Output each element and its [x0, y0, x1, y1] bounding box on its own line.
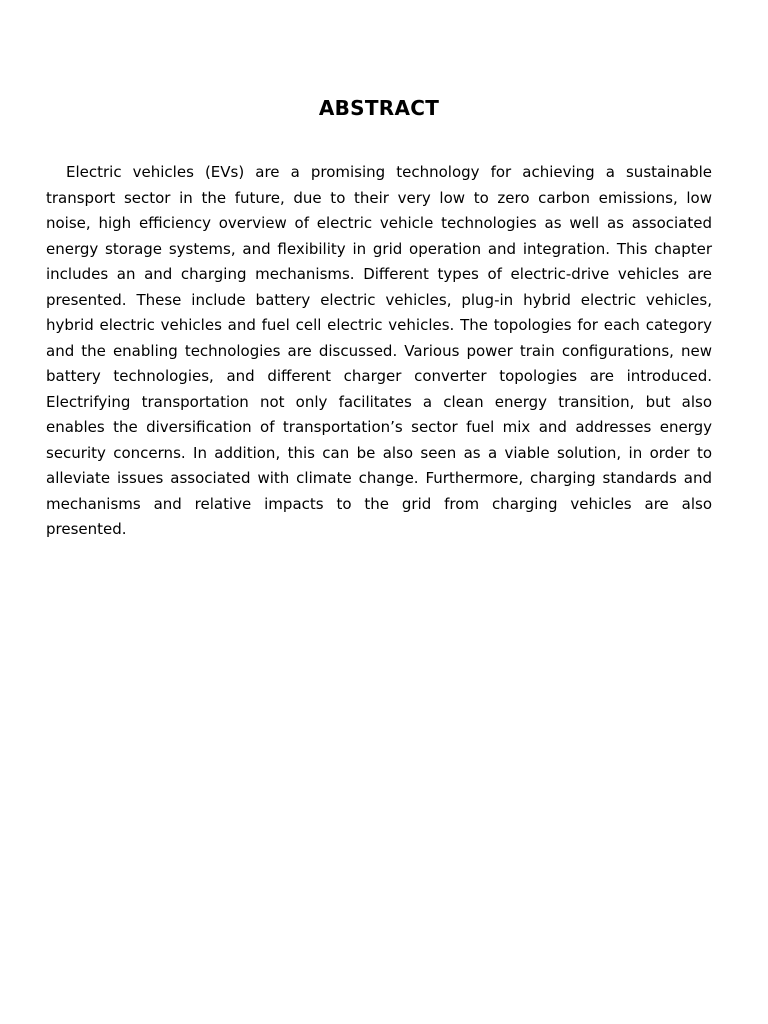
abstract-paragraph: Electric vehicles (EVs) are a promising technology for achieving a sustainable transport sector in the future, due to their very low to zero carbon emissions, low noise, high efficiency overview of electric vehicle technologies as well as associated energy storage systems, and flexibility in grid operation and integration. This chapter includes an and charging mechanisms. Different types of electric-drive vehicles are presented. These include battery electric vehicles, plug-in hybrid electric vehicles, hybrid electric vehicles and fuel cell electric vehicles. The topologies for each category and the enabling technologies are discussed. Various power train configurations, new battery technologies, and different charger converter topologies are introduced. Electrifying transportation not only facilitates a clean energy transition, but also enables the diversification of transportation’s sector fuel mix and addresses energy security concerns. In addition, this can be also seen as a viable solution, in order to alleviate issues associated with climate change. Furthermore, charging standards and mechanisms and relative impacts to the grid from charging vehicles are also presented.: [46, 163, 712, 538]
page-title: ABSTRACT: [318, 96, 440, 120]
